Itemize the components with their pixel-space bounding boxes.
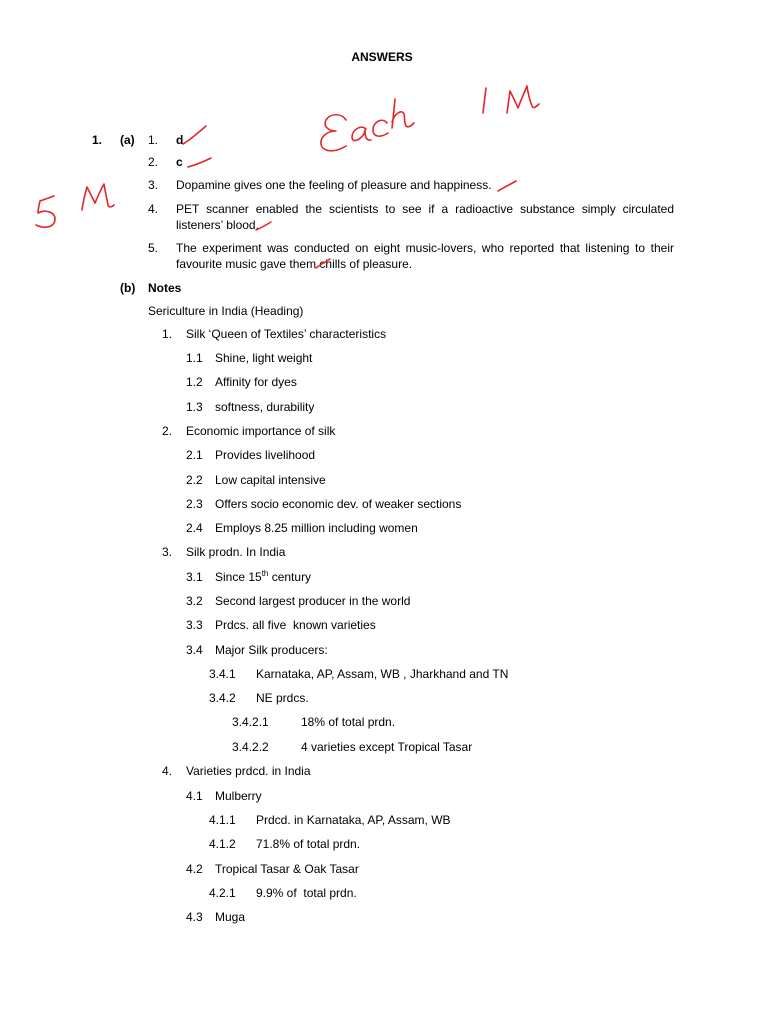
note-point-text: Affinity for dyes — [215, 375, 297, 389]
note-point-text: Muga — [215, 910, 246, 924]
answer-row-4 — [0, 201, 768, 232]
note-text-after-superscript: century — [268, 570, 312, 584]
note-point-number: 3.3 — [186, 618, 203, 632]
note-point-number: 2.2 — [186, 473, 203, 487]
note-text-before-superscript: Since 15 — [215, 570, 262, 584]
note-subsubpoint-text: 18% of total prdn. — [301, 715, 396, 729]
note-point-number: 2.4 — [186, 521, 203, 535]
note-point-row — [0, 569, 768, 585]
note-section-row — [0, 326, 768, 342]
note-section-number: 1. — [162, 327, 173, 341]
answer-row-5 — [0, 240, 768, 271]
note-point-text: Provides livelihood — [215, 448, 316, 462]
note-section-text: Silk ‘Queen of Textiles’ characteristics — [186, 327, 387, 341]
note-point-text: Offers socio economic dev. of weaker sections — [215, 497, 462, 511]
ordinal-superscript: th — [261, 569, 269, 578]
note-point-text: Prdcs. all five known varieties — [215, 618, 376, 632]
answer-text: d — [176, 133, 184, 147]
note-section-text: Varieties prdcd. in India — [186, 764, 311, 778]
note-point-number: 2.3 — [186, 497, 203, 511]
note-point-row — [0, 399, 768, 415]
note-subpoint-number: 4.2.1 — [209, 886, 236, 900]
note-point-text: Second largest producer in the world — [215, 594, 411, 608]
answer-number: 5. — [148, 241, 159, 255]
part-b-header-row — [0, 280, 768, 296]
note-point-row — [0, 909, 768, 925]
note-point-row — [0, 861, 768, 877]
note-subpoint-number: 4.1.2 — [209, 837, 236, 851]
note-point-number: 3.2 — [186, 594, 203, 608]
answer-text: c — [176, 155, 183, 169]
note-point-row — [0, 617, 768, 633]
note-subpoint-text: Karnataka, AP, Assam, WB , Jharkhand and TN — [256, 667, 509, 681]
note-point-number: 3.4 — [186, 643, 203, 657]
note-point-number: 4.3 — [186, 910, 203, 924]
note-subpoint-text: 71.8% of total prdn. — [256, 837, 361, 851]
ink-stroke — [507, 86, 539, 113]
answer-text: The experiment was conducted on eight music-lovers, who reported that listening to their favourite music gave them chills of pleasure. — [176, 241, 674, 271]
note-point-number: 4.1 — [186, 789, 203, 803]
answer-row-2 — [0, 154, 768, 170]
answer-number: 4. — [148, 202, 159, 216]
note-subsubpoint-row — [0, 739, 768, 755]
note-subpoint-text: NE prdcs. — [256, 691, 309, 705]
title-row — [0, 49, 768, 65]
note-subpoint-row — [0, 666, 768, 682]
ink-stroke — [483, 88, 486, 113]
note-section-number: 4. — [162, 764, 173, 778]
note-subpoint-row — [0, 812, 768, 828]
note-section-text: Economic importance of silk — [186, 424, 336, 438]
note-point-text: Shine, light weight — [215, 351, 313, 365]
answer-number: 3. — [148, 178, 159, 192]
page-title: ANSWERS — [351, 50, 413, 64]
note-point-row — [0, 520, 768, 536]
note-subpoint-row — [0, 690, 768, 706]
note-point-row — [0, 788, 768, 804]
answer-row-3 — [0, 177, 768, 193]
note-section-row — [0, 423, 768, 439]
answer-number: 2. — [148, 155, 159, 169]
note-point-number: 3.1 — [186, 570, 203, 584]
answer-text: PET scanner enabled the scientists to see if a radioactive substance simply circulated listeners’ blood. — [176, 202, 674, 232]
note-point-row — [0, 350, 768, 366]
answer-row-1 — [0, 132, 768, 148]
note-point-text: softness, durability — [215, 400, 315, 414]
notes-title: Sericulture in India (Heading) — [148, 304, 304, 318]
note-point-number: 1.1 — [186, 351, 203, 365]
ink-stroke — [392, 99, 414, 128]
answer-text: Dopamine gives one the feeling of pleasure and happiness. — [176, 178, 492, 192]
note-point-row — [0, 593, 768, 609]
note-point-row — [0, 496, 768, 512]
note-subsubpoint-number: 3.4.2.1 — [232, 715, 269, 729]
note-subsubpoint-row — [0, 714, 768, 730]
note-subsubpoint-text: 4 varieties except Tropical Tasar — [301, 740, 473, 754]
answer-number: 1. — [148, 133, 159, 147]
part-a-label: (a) — [120, 133, 135, 147]
note-point-row — [0, 374, 768, 390]
part-b-heading: Notes — [148, 281, 182, 295]
note-section-row — [0, 763, 768, 779]
note-point-number: 1.3 — [186, 400, 203, 414]
note-point-text: Major Silk producers: — [215, 643, 328, 657]
note-subpoint-number: 4.1.1 — [209, 813, 236, 827]
note-subpoint-text: Prdcd. in Karnataka, AP, Assam, WB — [256, 813, 451, 827]
note-point-row — [0, 472, 768, 488]
part-b-label: (b) — [120, 281, 136, 295]
note-point-text: Tropical Tasar & Oak Tasar — [215, 862, 359, 876]
note-point-row — [0, 642, 768, 658]
note-point-number: 1.2 — [186, 375, 203, 389]
note-point-text — [215, 569, 311, 585]
note-point-text: Employs 8.25 million including women — [215, 521, 418, 535]
note-point-number: 2.1 — [186, 448, 203, 462]
note-point-number: 4.2 — [186, 862, 203, 876]
note-section-text: Silk prodn. In India — [186, 545, 286, 559]
note-section-number: 2. — [162, 424, 173, 438]
note-point-text: Low capital intensive — [215, 473, 326, 487]
note-subpoint-row — [0, 836, 768, 852]
note-point-text: Mulberry — [215, 789, 262, 803]
note-section-row — [0, 544, 768, 560]
question-number: 1. — [92, 133, 103, 147]
notes-title-row — [0, 303, 768, 319]
note-subsubpoint-number: 3.4.2.2 — [232, 740, 269, 754]
note-section-number: 3. — [162, 545, 173, 559]
note-subpoint-number: 3.4.2 — [209, 691, 236, 705]
note-subpoint-number: 3.4.1 — [209, 667, 236, 681]
note-subpoint-row — [0, 885, 768, 901]
note-subpoint-text: 9.9% of total prdn. — [256, 886, 357, 900]
note-point-row — [0, 447, 768, 463]
